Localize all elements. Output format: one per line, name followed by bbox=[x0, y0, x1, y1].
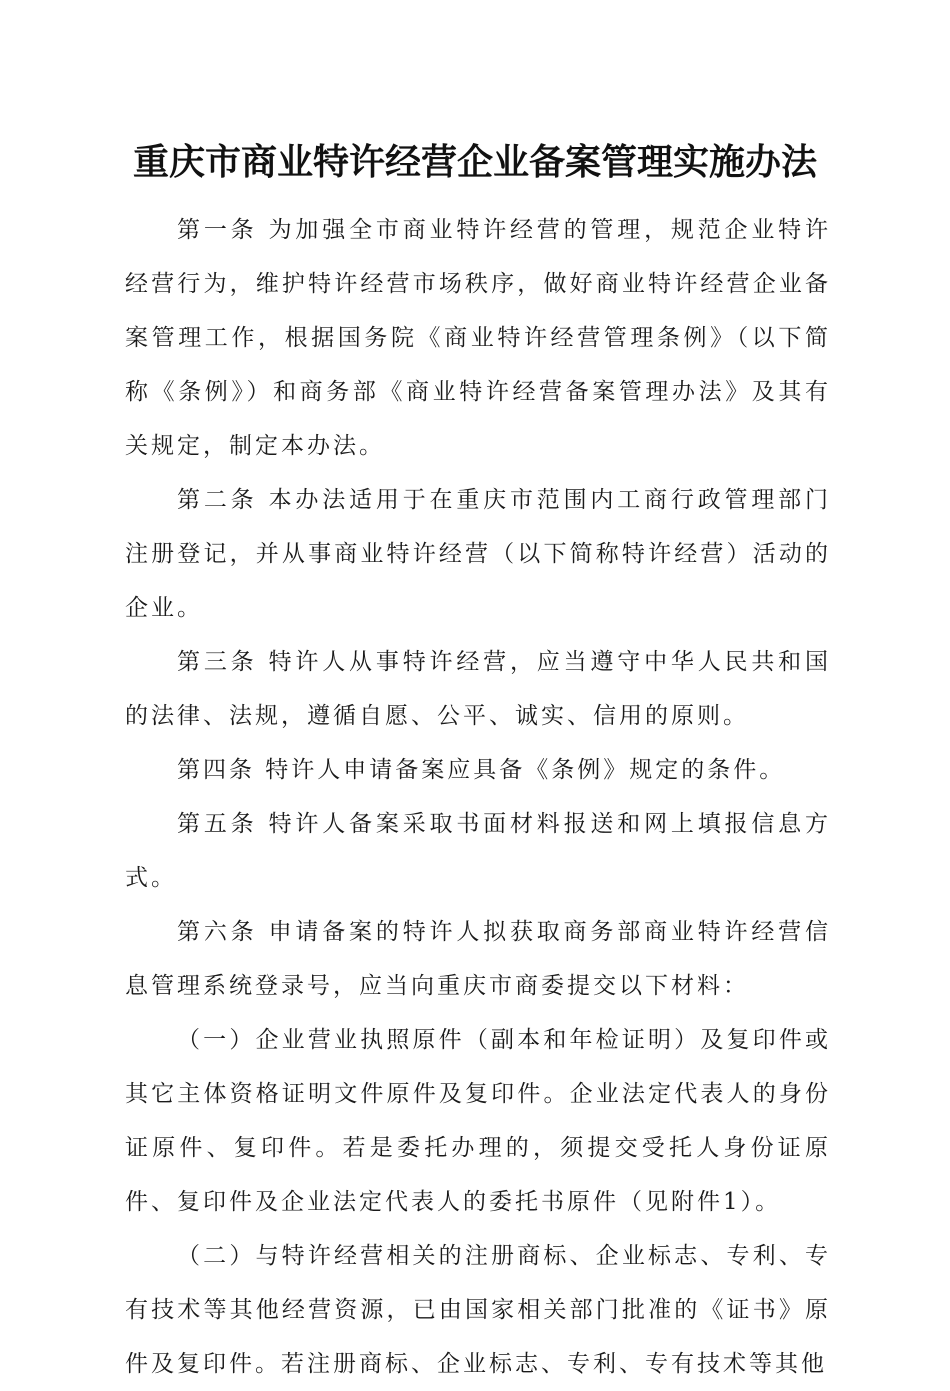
article-6-item-2-paragraph: （二）与特许经营相关的注册商标、企业标志、专利、专有技术等其他经营资源，已由国家相关部门批准的《证书》原件及复印件。若注册商标、企业标志、专利、专有技术等其他 bbox=[125, 1243, 831, 1377]
article-6-paragraph: 第六条 申请备案的特许人拟获取商务部商业特许经营信息管理系统登录号，应当向重庆市商委提交以下材料： bbox=[125, 919, 831, 999]
article-5-paragraph: 第五条 特许人备案采取书面材料报送和网上填报信息方式。 bbox=[125, 811, 831, 891]
article-1-paragraph: 第一条 为加强全市商业特许经营的管理，规范企业特许经营行为，维护特许经营市场秩序，做好商业特许经营企业备案管理工作，根据国务院《商业特许经营管理条例》（以下简称《条例》）和商务部《商业特许经营备案管理办法》及其有关规定，制定本办法。 bbox=[125, 217, 831, 459]
article-4-paragraph: 第四条 特许人申请备案应具备《条例》规定的条件。 bbox=[177, 757, 786, 783]
document-title: 重庆市商业特许经营企业备案管理实施办法 bbox=[132, 141, 817, 183]
document-body bbox=[125, 203, 831, 1391]
article-2-paragraph: 第二条 本办法适用于在重庆市范围内工商行政管理部门注册登记，并从事商业特许经营（以下简称特许经营）活动的企业。 bbox=[125, 487, 831, 621]
article-6-item-1-paragraph: （一）企业营业执照原件（副本和年检证明）及复印件或其它主体资格证明文件原件及复印件。企业法定代表人的身份证原件、复印件。若是委托办理的，须提交受托人身份证原件、复印件及企业法定代表人的委托书原件（见附件1）。 bbox=[125, 1027, 831, 1215]
article-3-paragraph: 第三条 特许人从事特许经营，应当遵守中华人民共和国的法律、法规，遵循自愿、公平、诚实、信用的原则。 bbox=[125, 649, 831, 729]
